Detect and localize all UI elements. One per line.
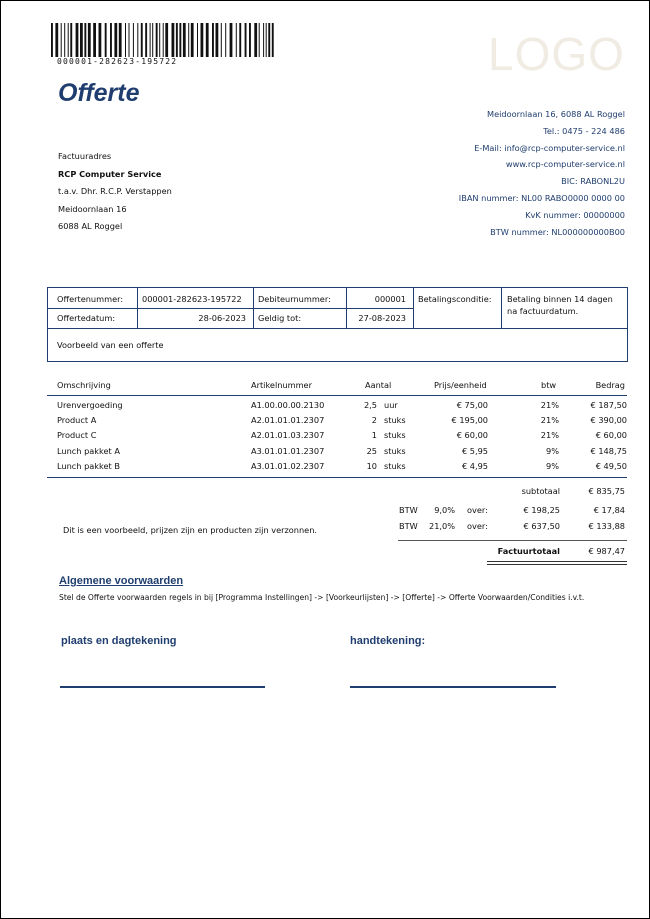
barcode-bar <box>239 23 241 57</box>
col-header-unit-price: Prijs/eenheid <box>434 380 487 390</box>
barcode-bar <box>259 23 260 57</box>
row-quantity: 2,5 <box>363 400 377 410</box>
offer-date-label: Offertedatum: <box>57 313 116 323</box>
company-phone: Tel.: 0475 - 224 486 <box>543 125 625 136</box>
barcode-bar <box>150 23 151 57</box>
row-unit-price: € 60,00 <box>456 430 488 440</box>
offer-description: Voorbeeld van een offerte <box>57 340 164 350</box>
barcode-bar <box>84 23 86 57</box>
barcode-bar <box>179 23 181 57</box>
barcode-bar <box>272 23 274 57</box>
row-quantity: 2 <box>371 415 377 425</box>
row-article: A3.01.01.01.2307 <box>251 446 325 456</box>
barcode-bar <box>51 23 53 57</box>
rows-divider <box>47 477 627 478</box>
address-attn: t.a.v. Dhr. R.C.P. Verstappen <box>58 186 172 196</box>
row-quantity: 10 <box>366 461 377 471</box>
valid-until-label: Geldig tot: <box>258 313 302 323</box>
barcode-bar <box>61 23 62 57</box>
row-amount: € 187,50 <box>590 400 627 410</box>
barcode-bar <box>152 23 153 57</box>
row-unit-price: € 195,00 <box>451 415 488 425</box>
barcode-bar <box>263 23 264 57</box>
barcode-bar <box>88 23 91 57</box>
row-unit: stuks <box>384 415 406 425</box>
barcode-bar <box>268 23 270 57</box>
vat-percentage: 21,0% <box>428 521 455 531</box>
payment-condition-line2: na factuurdatum. <box>507 306 579 316</box>
barcode-bar <box>114 23 117 57</box>
barcode-bar <box>201 23 204 57</box>
row-description: Urenvergoeding <box>57 400 123 410</box>
col-header-vat: btw <box>541 380 557 390</box>
offer-number-label: Offertenummer: <box>57 294 124 304</box>
barcode-bar <box>99 23 102 57</box>
offer-info-box <box>47 287 628 362</box>
barcode-bar <box>137 23 138 57</box>
debtor-number-value: 000001 <box>374 294 406 304</box>
barcode-bar <box>119 23 122 57</box>
total-underline <box>487 561 627 562</box>
barcode <box>51 23 276 57</box>
barcode-bar <box>172 23 175 57</box>
valid-until-value: 27-08-2023 <box>358 313 406 323</box>
totals-divider <box>398 540 627 541</box>
company-website: www.rcp-computer-service.nl <box>505 159 625 170</box>
barcode-bar <box>221 23 222 57</box>
barcode-bar <box>225 23 226 57</box>
debtor-number-label: Debiteurnummer: <box>258 294 331 304</box>
row-unit: uur <box>384 400 398 410</box>
col-header-article: Artikelnummer <box>251 380 312 390</box>
divider <box>501 288 502 328</box>
vat-label: BTW <box>399 505 418 515</box>
signature-line <box>350 686 556 688</box>
conditions-title: Algemene voorwaarden <box>59 575 184 587</box>
row-unit: stuks <box>384 430 406 440</box>
row-vat: 9% <box>546 446 559 456</box>
pricing-note: Dit is een voorbeeld, prijzen zijn en producten zijn verzonnen. <box>63 525 318 535</box>
barcode-bar <box>76 23 79 57</box>
place-date-label: plaats en dagtekening <box>61 635 177 647</box>
barcode-bar <box>70 23 72 57</box>
barcode-bar <box>141 23 143 57</box>
vat-over-label: over: <box>467 505 488 515</box>
row-amount: € 148,75 <box>590 446 627 456</box>
vat-amount: € 17,84 <box>593 505 625 515</box>
row-quantity: 1 <box>371 430 377 440</box>
barcode-bar <box>55 23 58 57</box>
barcode-bar <box>64 23 65 57</box>
company-kvk: KvK nummer: 00000000 <box>525 209 625 220</box>
vat-amount: € 133,88 <box>588 521 625 531</box>
barcode-bar <box>129 23 130 57</box>
address-street: Meidoornlaan 16 <box>58 203 127 214</box>
barcode-bar <box>125 23 126 57</box>
page-title: Offerte <box>58 79 140 107</box>
logo-placeholder: LOGO <box>488 28 625 80</box>
vat-label: BTW <box>399 521 418 531</box>
row-unit-price: € 4,95 <box>461 461 488 471</box>
barcode-bar <box>230 23 233 57</box>
vat-over-label: over: <box>467 521 488 531</box>
table-row <box>1 415 650 430</box>
company-vat: BTW nummer: NL000000000B00 <box>490 226 625 237</box>
barcode-bar <box>145 23 147 57</box>
table-row <box>1 430 650 445</box>
row-amount: € 390,00 <box>590 415 627 425</box>
barcode-bar <box>216 23 219 57</box>
row-article: A1.00.00.00.2130 <box>251 400 325 410</box>
place-date-line <box>60 686 265 688</box>
barcode-bar <box>105 23 107 57</box>
vat-base: € 637,50 <box>523 521 560 531</box>
row-unit-price: € 5,95 <box>461 446 488 456</box>
invoice-total-label: Factuurtotaal <box>497 546 560 556</box>
row-vat: 21% <box>540 415 559 425</box>
col-header-quantity: Aantal <box>365 380 392 390</box>
barcode-bar <box>191 23 194 57</box>
barcode-bar <box>206 23 209 57</box>
row-quantity: 25 <box>366 446 377 456</box>
col-header-description: Omschrijving <box>57 380 111 390</box>
address-label: Factuuradres <box>58 151 112 161</box>
barcode-bar <box>249 23 251 57</box>
row-article: A3.01.01.02.2307 <box>251 461 325 471</box>
row-article: A2.01.01.01.2307 <box>251 415 325 425</box>
row-description: Lunch pakket A <box>57 446 120 456</box>
barcode-bar <box>133 23 134 57</box>
barcode-bar <box>80 23 83 57</box>
company-bic: BIC: RABONL2U <box>561 176 625 187</box>
total-double-underline <box>487 564 627 565</box>
row-unit-price: € 75,00 <box>456 400 488 410</box>
row-amount: € 49,50 <box>595 461 627 471</box>
company-details <box>459 106 625 240</box>
row-article: A2.01.01.03.2307 <box>251 430 325 440</box>
company-iban: IBAN nummer: NL00 RABO0000 0000 00 <box>458 192 625 203</box>
barcode-bar <box>266 23 267 57</box>
address-city: 6088 AL Roggel <box>58 221 123 231</box>
invoice-total-value: € 987,47 <box>588 546 625 556</box>
table-row <box>1 446 650 461</box>
barcode-bar <box>212 23 214 57</box>
barcode-text: 000001-282623-195722 <box>57 57 178 66</box>
billing-address <box>58 148 172 236</box>
table-row <box>1 461 650 476</box>
row-vat: 21% <box>540 400 559 410</box>
row-amount: € 60,00 <box>595 430 627 440</box>
company-address: Meidoornlaan 16, 6088 AL Roggel <box>487 109 625 119</box>
col-header-amount: Bedrag <box>595 380 625 390</box>
signature-label: handtekening: <box>350 635 426 647</box>
conditions-text: Stel de Offerte voorwaarden regels in bij [Programma Instellingen] -> [Voorkeurlijsten] -> [Offerte] -> Offerte Voorwaarden/Condities i.v.t. <box>59 593 585 602</box>
company-email: E-Mail: info@rcp-computer-service.nl <box>474 142 625 153</box>
barcode-bar <box>188 23 189 57</box>
divider <box>48 328 627 329</box>
barcode-bar <box>93 23 96 57</box>
row-description: Lunch pakket B <box>57 461 120 471</box>
barcode-bar <box>110 23 112 57</box>
barcode-bar <box>254 23 257 57</box>
subtotal-label: subtotaal <box>521 486 560 496</box>
barcode-bar <box>245 23 247 57</box>
row-vat: 9% <box>546 461 559 471</box>
offer-number-value: 000001-282623-195722 <box>142 294 242 304</box>
row-description: Product A <box>57 415 97 425</box>
row-vat: 21% <box>540 430 559 440</box>
divider <box>413 288 414 328</box>
vat-percentage: 9,0% <box>434 505 455 515</box>
header-divider <box>47 395 627 396</box>
barcode-bar <box>197 23 198 57</box>
payment-condition-label: Betalingsconditie: <box>418 294 492 304</box>
barcode-bar <box>159 23 160 57</box>
barcode-bar <box>68 23 69 57</box>
row-unit: stuks <box>384 446 406 456</box>
barcode-bar <box>236 23 237 57</box>
barcode-bar <box>183 23 186 57</box>
row-unit: stuks <box>384 461 406 471</box>
barcode-bar <box>165 23 168 57</box>
row-description: Product C <box>57 430 97 440</box>
divider <box>48 308 413 309</box>
barcode-bar <box>156 23 158 57</box>
subtotal-value: € 835,75 <box>588 486 625 496</box>
offer-date-value: 28-06-2023 <box>198 313 246 323</box>
vat-base: € 198,25 <box>523 505 560 515</box>
payment-condition-line1: Betaling binnen 14 dagen <box>507 294 613 304</box>
address-name: RCP Computer Service <box>58 168 162 179</box>
barcode-bar <box>163 23 164 57</box>
table-row <box>1 400 650 415</box>
barcode-bar <box>176 23 178 57</box>
